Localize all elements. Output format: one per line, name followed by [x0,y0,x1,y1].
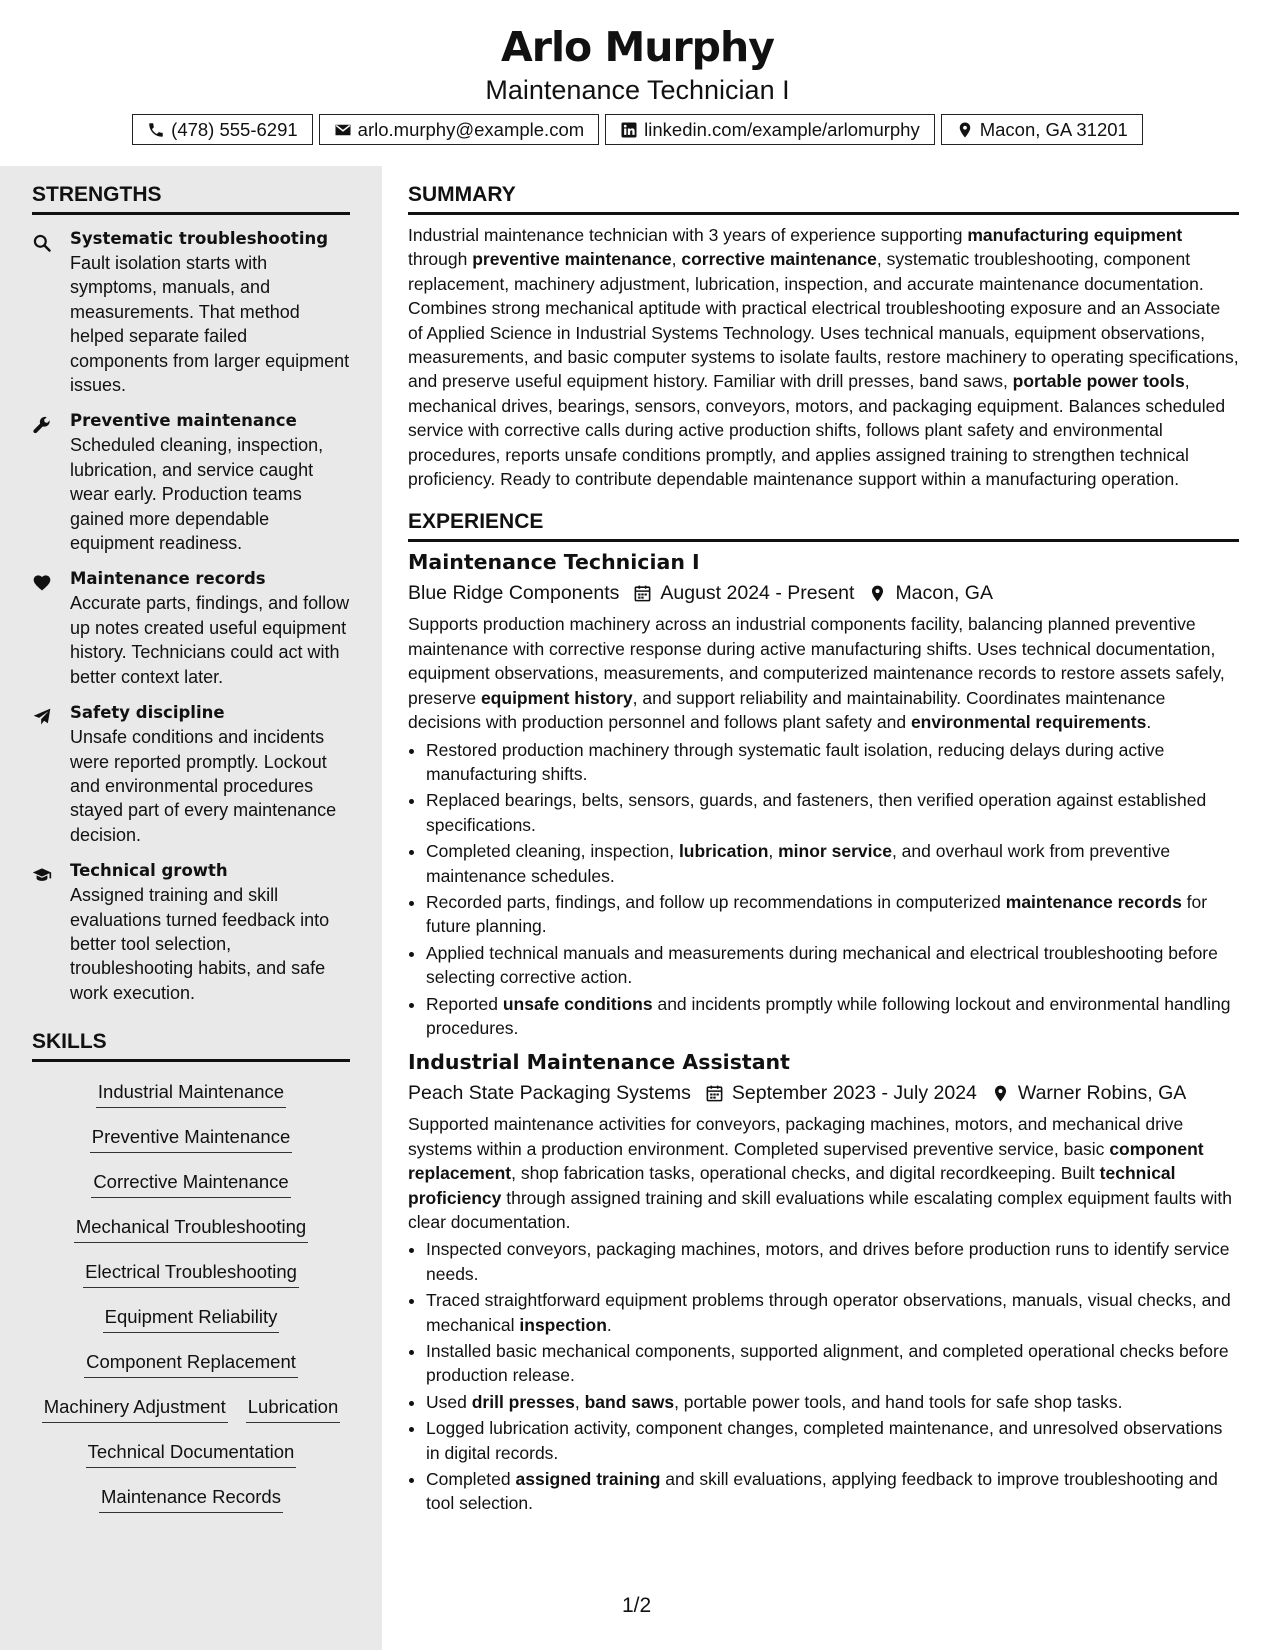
skill-tag: Maintenance Records [99,1485,283,1513]
job-company: Peach State Packaging Systems [408,1082,691,1105]
skill-tag: Mechanical Troubleshooting [74,1215,308,1243]
strength-desc: Accurate parts, findings, and follow up notes created useful equipment history. Technicians could act with better context later. [70,593,350,687]
skill-tag: Lubrication [246,1395,341,1423]
skill-tag: Equipment Reliability [103,1305,280,1333]
contact-location[interactable] [941,114,1143,145]
envelope-icon [334,121,352,139]
contact-email[interactable] [319,114,599,145]
job-bullet: • Applied technical manuals and measurements during mechanical and electrical troubleshooting before selecting corrective action. [426,941,1239,990]
skill-tag: Component Replacement [84,1350,298,1378]
job-location: Macon, GA [895,582,993,605]
candidate-title: Maintenance Technician I [485,75,790,105]
strengths-heading: STRENGTHS [32,182,350,215]
main-column [408,166,1239,1518]
job-location: Warner Robins, GA [1017,1082,1187,1105]
linkedin-icon [620,121,638,139]
skill-tag: Electrical Troubleshooting [83,1260,299,1288]
job-bullet: • Recorded parts, findings, and follow up recommendations in computerized maintenance records for future planning. [426,890,1239,939]
summary-heading: SUMMARY [408,182,1239,215]
contact-linkedin[interactable] [605,114,935,145]
job-bullets [408,1237,1239,1515]
job-title: Industrial Maintenance Assistant [408,1050,790,1075]
wrench-icon [32,415,52,435]
phone-icon [147,121,165,139]
job-description: Supports production machinery across an industrial components facility, balancing planned preventive maintenance with corrective response during active manufacturing shifts. Uses technical documentation, equipment observations, measurements, and computerized maintenance records to restore assets safely, preserve equipment history, and support reliability and maintainability. Coordinates maintenance decisions with production personnel and follows plant safety and environmental requirements. [408,614,1225,733]
strength-title: Systematic troubleshooting [70,229,329,248]
strength-title: Maintenance records [70,569,266,589]
job-description: Supported maintenance activities for conveyors, packaging machines, motors, and mechanical drive systems within a production environment. Completed supervised preventive service, basic component replacement, shop fabrication tasks, operational checks, and digital recordkeeping. Built technical proficiency through assigned training and skill evaluations while escalating complex equipment faults with clear documentation. [408,1114,1232,1232]
job-meta [408,1077,1239,1109]
search-icon [32,233,52,253]
skill-tag: Technical Documentation [86,1440,297,1468]
strength-item [32,859,350,1005]
job-bullet: • Restored production machinery through systematic fault isolation, reducing delays during active manufacturing shifts. [426,738,1239,787]
calendar-icon [633,584,652,603]
job-bullets [408,738,1239,1041]
candidate-name: Arlo Murphy [501,23,774,71]
heart-icon [32,573,52,593]
job-bullet: • Completed cleaning, inspection, lubrication, minor service, and overhaul work from preventive maintenance schedules. [426,839,1239,888]
strength-desc: Scheduled cleaning, inspection, lubrication, and service caught wear early. Production teams gained more dependable equipment readiness. [70,435,324,554]
strength-item [32,701,350,847]
skill-tag: Corrective Maintenance [91,1170,290,1198]
job-dates: August 2024 - Present [660,582,855,605]
strength-item [32,567,350,689]
paper-plane-icon [32,707,52,727]
map-pin-icon [956,121,974,139]
job-dates: September 2023 - July 2024 [731,1082,977,1105]
skill-tag: Preventive Maintenance [90,1125,292,1153]
job-bullet: • Inspected conveyors, packaging machines, motors, and drives before production runs to identify service needs. [426,1237,1239,1286]
experience-heading: EXPERIENCE [408,509,1239,542]
strength-title: Safety discipline [70,703,225,723]
skills-heading: SKILLS [32,1029,350,1062]
contact-phone-text: (478) 555-6291 [171,118,298,140]
strength-title: Technical growth [70,861,228,881]
job-entry [408,1048,1239,1516]
summary-text: Industrial maintenance technician with 3 years of experience supporting manufacturing equipment through preventive maintenance, corrective maintenance, systematic troubleshooting, component replacement, machinery adjustment, lubrication, inspection, and accurate maintenance documentation. Combines strong mechanical aptitude with practical electrical troubleshooting exposure and an Associate of Applied Science in Industrial Systems Technology. Uses technical manuals, equipment observations, measurements, and basic computer systems to isolate faults, restore machinery to operating specifications, and preserve useful equipment history. Familiar with drill presses, band saws, portable power tools, mechanical drives, bearings, sensors, conveyors, motors, and packaging equipment. Balances scheduled service with corrective calls during active production shifts, follows plant safety and environmental procedures, reports unsafe conditions promptly, and applies assigned training to strengthen technical proficiency. Ready to contribute dependable maintenance support within a manufacturing operation. [408,225,1239,490]
job-title: Maintenance Technician I [408,550,700,575]
page-number: 1/2 [622,1594,652,1617]
resume-header [0,0,1275,144]
job-bullet: • Traced straightforward equipment problems through operator observations, manuals, visual checks, and mechanical inspection. [426,1288,1239,1337]
job-entry [408,548,1239,1040]
strength-item [32,227,350,397]
strength-title: Preventive maintenance [70,411,297,431]
skill-tag: Machinery Adjustment [42,1395,228,1423]
job-bullet: • Reported unsafe conditions and incidents promptly while following lockout and environmental handling procedures. [426,992,1239,1041]
job-bullet: • Completed assigned training and skill evaluations, applying feedback to improve troubleshooting and tool selection. [426,1467,1239,1516]
contact-location-text: Macon, GA 31201 [979,118,1128,140]
strength-desc: Fault isolation starts with symptoms, manuals, and measurements. That method helped separate failed components from larger equipment issues. [70,253,350,396]
job-bullet: • Used drill presses, band saws, portable power tools, and hand tools for safe shop tasks. [426,1390,1239,1414]
job-bullet: • Replaced bearings, belts, sensors, guards, and fasteners, then verified operation against established specifications. [426,788,1239,837]
job-meta [408,577,1239,609]
skills-list [32,1074,350,1524]
strength-item [32,409,350,555]
job-bullet: • Installed basic mechanical components, supported alignment, and completed operational checks before production release. [426,1339,1239,1388]
strength-desc: Unsafe conditions and incidents were reported promptly. Lockout and environmental procedures stayed part of every maintenance decision. [70,727,337,845]
map-pin-icon [991,1084,1010,1103]
sidebar [0,166,382,1650]
contact-email-text: arlo.murphy@example.com [357,118,585,140]
contact-bar [0,114,1275,145]
contact-phone[interactable] [132,114,313,145]
map-pin-icon [868,584,887,603]
job-bullet: • Logged lubrication activity, component changes, completed maintenance, and unresolved observations in digital records. [426,1416,1239,1465]
skill-tag: Industrial Maintenance [96,1080,286,1108]
job-company: Blue Ridge Components [408,582,620,605]
graduation-cap-icon [32,865,52,885]
strength-desc: Assigned training and skill evaluations turned feedback into better tool selection, troubleshooting habits, and safe work execution. [70,885,330,1003]
calendar-icon [705,1084,724,1103]
contact-linkedin-text: linkedin.com/example/arlomurphy [644,118,920,140]
